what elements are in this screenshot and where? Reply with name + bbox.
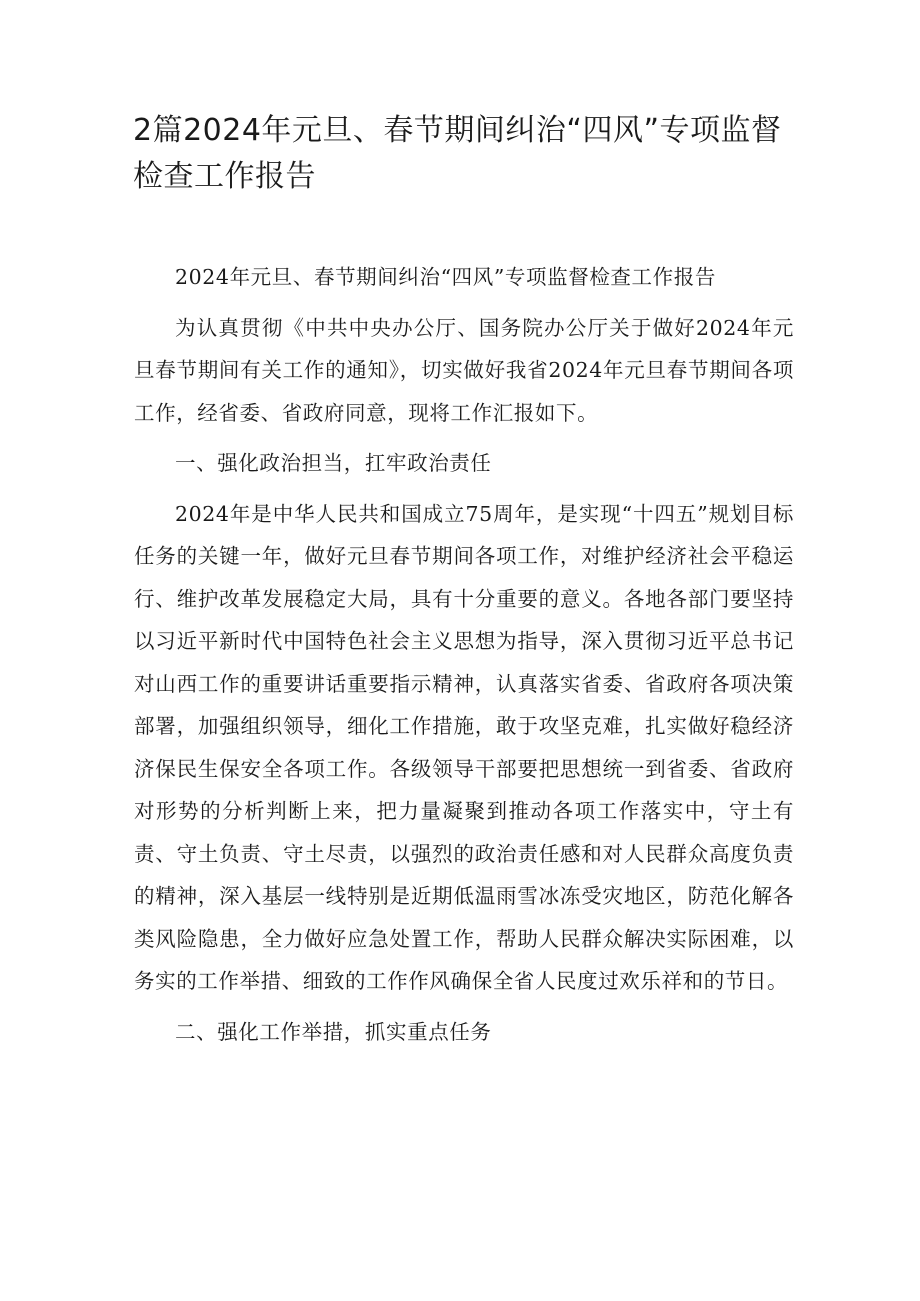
section-1-paragraph: 2024年是中华人民共和国成立75周年，是实现“十四五”规划目标任务的关键一年，做好元旦春节期间各项工作，对维护经济社会平稳运行、维护改革发展稳定大局，具有十分重要的意义。各地各部门要坚持以习近平新时代中国特色社会主义思想为指导，深入贯彻习近平总书记对山西工作的重要讲话重要指示精神，认真落实省委、省政府各项决策部署，加强组织领导，细化工作措施，敢于攻坚克难，扎实做好稳经济济保民生保安全各项工作。各级领导干部要把思想统一到省委、省政府对形势的分析判断上来，把力量凝聚到推动各项工作落实中，守土有责、守土负责、守土尽责，以强烈的政治责任感和对人民群众高度负责的精神，深入基层一线特别是近期低温雨雪冰冻受灾地区，防范化解各类风险隐患，全力做好应急处置工作，帮助人民群众解决实际困难，以务实的工作举措、细致的工作作风确保全省人民度过欢乐祥和的节日。 [134, 501, 794, 993]
intro-paragraph: 为认真贯彻《中共中央办公厅、国务院办公厅关于做好2024年元旦春节期间有关工作的通知》，切实做好我省2024年元旦春节期间各项工作，经省委、省政府同意，现将工作汇报如下。 [134, 315, 794, 425]
subtitle-paragraph: 2024年元旦、春节期间纠治“四风”专项监督检查工作报告 [175, 265, 716, 289]
document-body [134, 256, 794, 1053]
section-heading-1: 一、强化政治担当，扛牢政治责任 [175, 451, 492, 475]
section-heading-2: 二、强化工作举措，抓实重点任务 [175, 1019, 492, 1044]
document-title: 2篇2024年元旦、春节期间纠治“四风”专项监督检查工作报告 [133, 113, 782, 194]
